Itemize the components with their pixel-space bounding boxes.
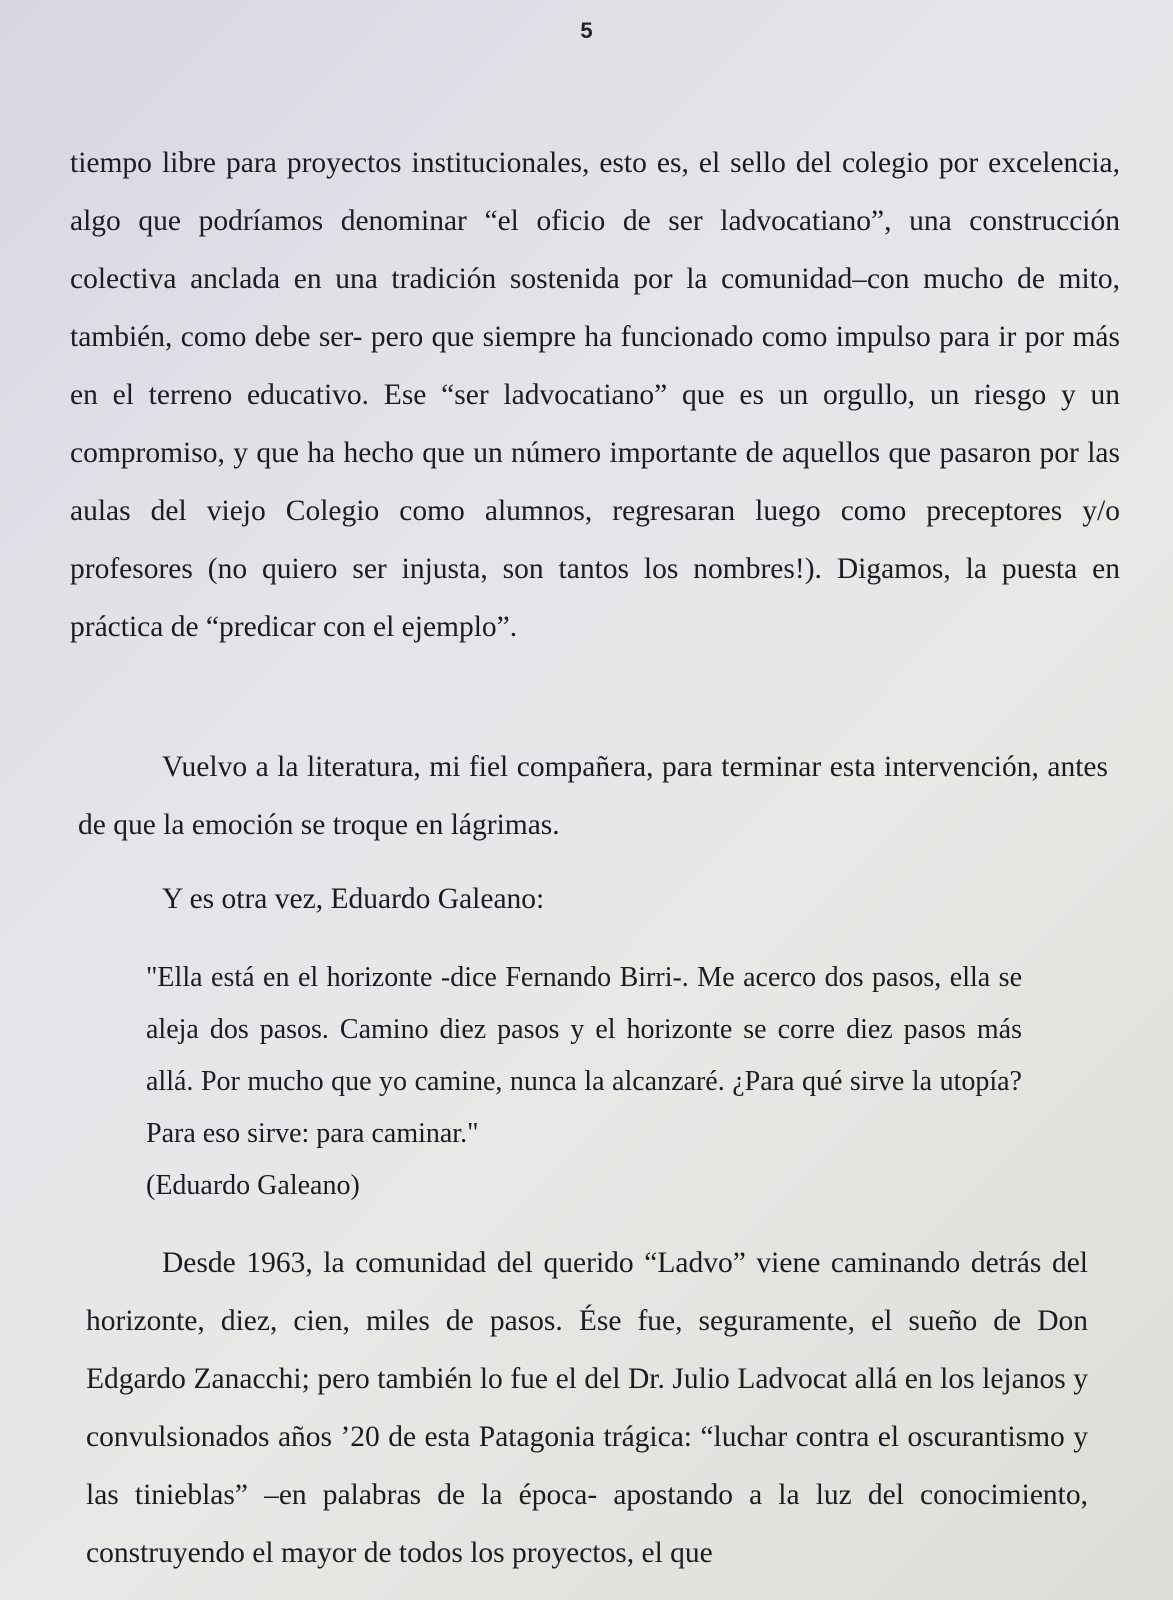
paragraph-galeano-intro: Y es otra vez, Eduardo Galeano: (162, 883, 545, 915)
paragraph-vuelvo-literatura: Vuelvo a la literatura, mi fiel compañera, para terminar esta intervención, antes de que la emoción se troque en lágrimas. (78, 751, 1108, 841)
paragraph-oficio-ladvocatiano: tiempo libre para proyectos institucionales, esto es, el sello del colegio por excelencia, algo que podríamos denominar “el oficio de ser ladvocatiano”, una construcción colectiva anclada en una tradición sostenida por la comunidad–con mucho de mito, también, como debe ser- pero que siempre ha funcionado como impulso para ir por más en el terreno educativo. Ese “ser ladvocatiano” que es un orgullo, un riesgo y un compromiso, y que ha hecho que un número importante de aquellos que pasaron por las aulas del viejo Colegio como alumnos, regresaran luego como preceptores y/o profesores (no quiero ser injusta, son tantos los nombres!). Digamos, la puesta en práctica de “predicar con el ejemplo”. (70, 147, 1120, 643)
quote-text: "Ella está en el horizonte -dice Fernando Birri-. Me acerco dos pasos, ella se aleja dos pasos. Camino diez pasos y el horizonte se corre diez pasos más allá. Por mucho que yo camine, nunca la alcanzaré. ¿Para qué sirve la utopía? Para eso sirve: para caminar." (146, 962, 1022, 1149)
block-quote (146, 952, 1022, 1212)
quote-attribution: (Eduardo Galeano) (146, 1170, 360, 1201)
paragraph-desde-1963: Desde 1963, la comunidad del querido “Ladvo” viene caminando detrás del horizonte, diez, cien, miles de pasos. Ése fue, seguramente, el sueño de Don Edgardo Zanacchi; pero también lo fue el del Dr. Julio Ladvocat allá en los lejanos y convulsionados años ’20 de esta Patagonia trágica: “luchar contra el oscurantismo y las tinieblas” –en palabras de la época- apostando a la luz del conocimiento, construyendo el mayor de todos los proyectos, el que (86, 1247, 1088, 1569)
page-number: 5 (580, 18, 593, 43)
